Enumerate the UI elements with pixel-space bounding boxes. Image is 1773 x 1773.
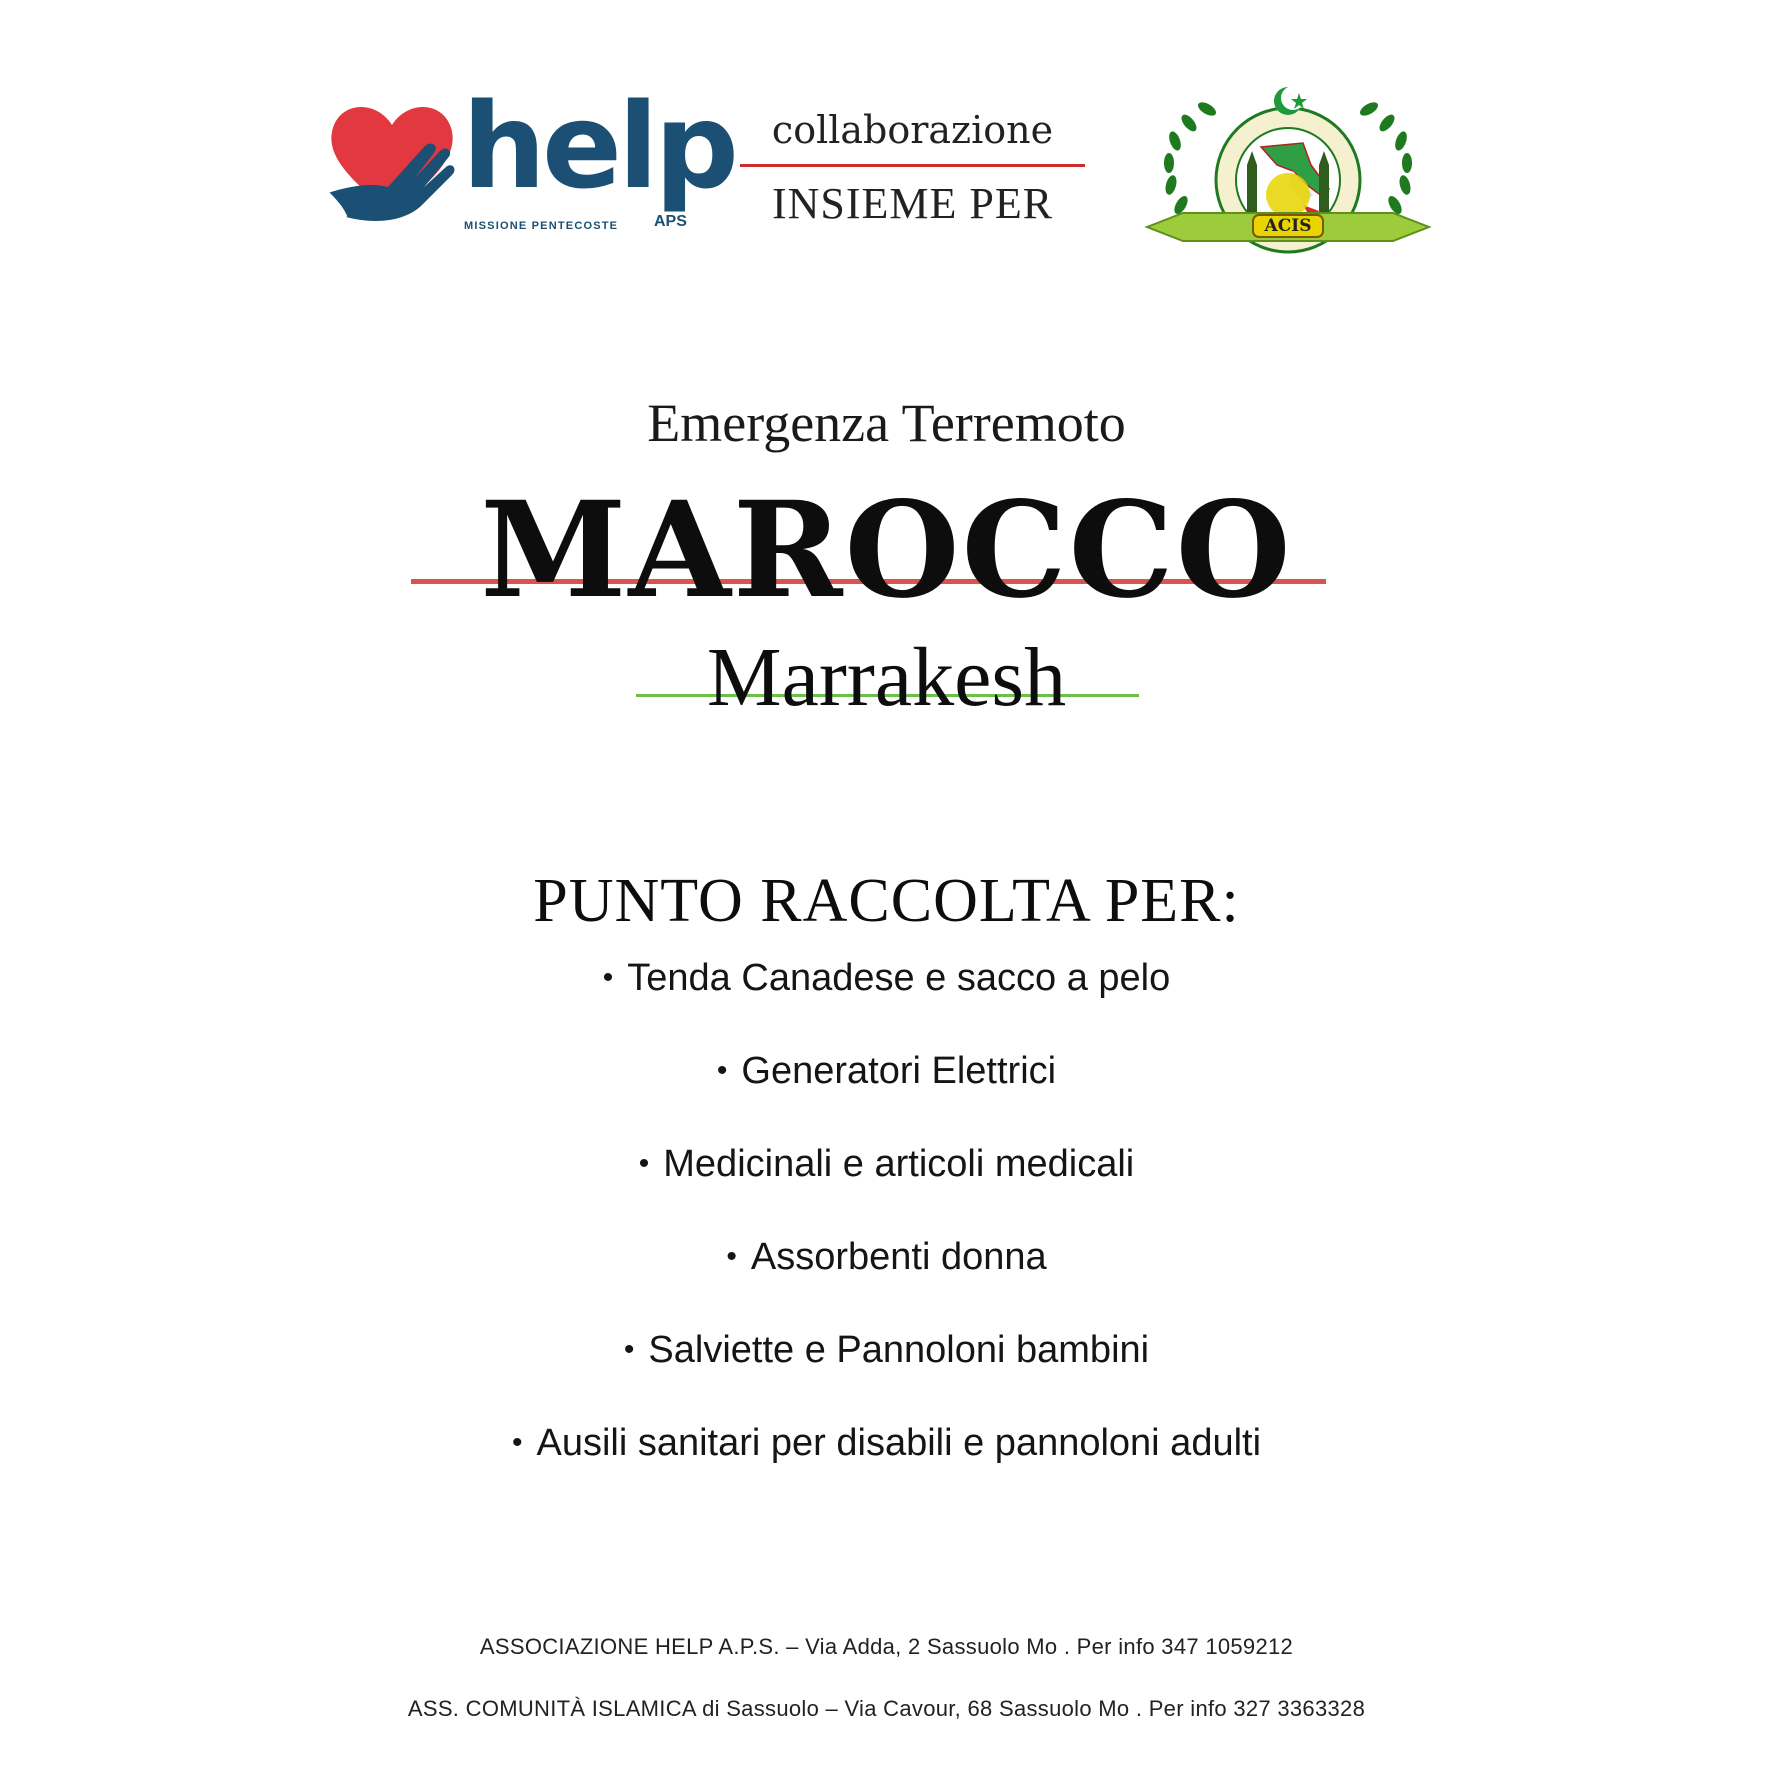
emergency-subtitle: Emergenza Terremoto [647,393,1126,453]
acis-badge-text: ACIS [1264,216,1312,236]
list-item [0,1411,1773,1504]
collection-list [0,946,1773,1504]
help-logo-word: help [462,77,735,215]
bullet-icon: • [602,961,614,994]
list-item-label: Tenda Canadese e sacco a pelo [627,957,1171,999]
list-item-label: Assorbenti donna [750,1236,1047,1278]
list-item [0,1132,1773,1225]
bullet-icon: • [623,1333,635,1366]
help-logo-subtitle: MISSIONE PENTECOSTE [464,220,619,232]
footer-acis-contact: ASS. COMUNITÀ ISLAMICA di Sassuolo – Via Cavour, 68 Sassuolo Mo . Per info 327 3363328 [407,1696,1366,1721]
help-aps-logo [322,77,735,245]
list-item [0,946,1773,1039]
bullet-icon: • [638,1147,650,1180]
collaborazione-label: collaborazione [771,108,1054,152]
heart-hand-icon [322,95,462,235]
list-item [0,1318,1773,1411]
list-item [0,1225,1773,1318]
help-logo-badge: APS [654,213,687,230]
acis-logo [1143,85,1433,260]
list-item-label: Generatori Elettrici [741,1050,1057,1092]
list-item-label: Ausili sanitari per disabili e pannoloni adulti [536,1422,1262,1464]
footer-help-contact: ASSOCIAZIONE HELP A.P.S. – Via Adda, 2 Sassuolo Mo . Per info 347 1059212 [479,1634,1294,1659]
list-item [0,1039,1773,1132]
city-title: Marrakesh [706,631,1067,724]
country-title: MAROCCO [480,473,1293,628]
collection-heading: PUNTO RACCOLTA PER: [533,867,1240,935]
list-item-label: Medicinali e articoli medicali [663,1143,1135,1185]
list-item-label: Salviette e Pannoloni bambini [648,1329,1150,1371]
insieme-per-label: INSIEME PER [771,179,1054,228]
bullet-icon: • [716,1054,728,1087]
bullet-icon: • [511,1426,523,1459]
collaborazione-divider [740,164,1085,167]
bullet-icon: • [726,1240,737,1273]
